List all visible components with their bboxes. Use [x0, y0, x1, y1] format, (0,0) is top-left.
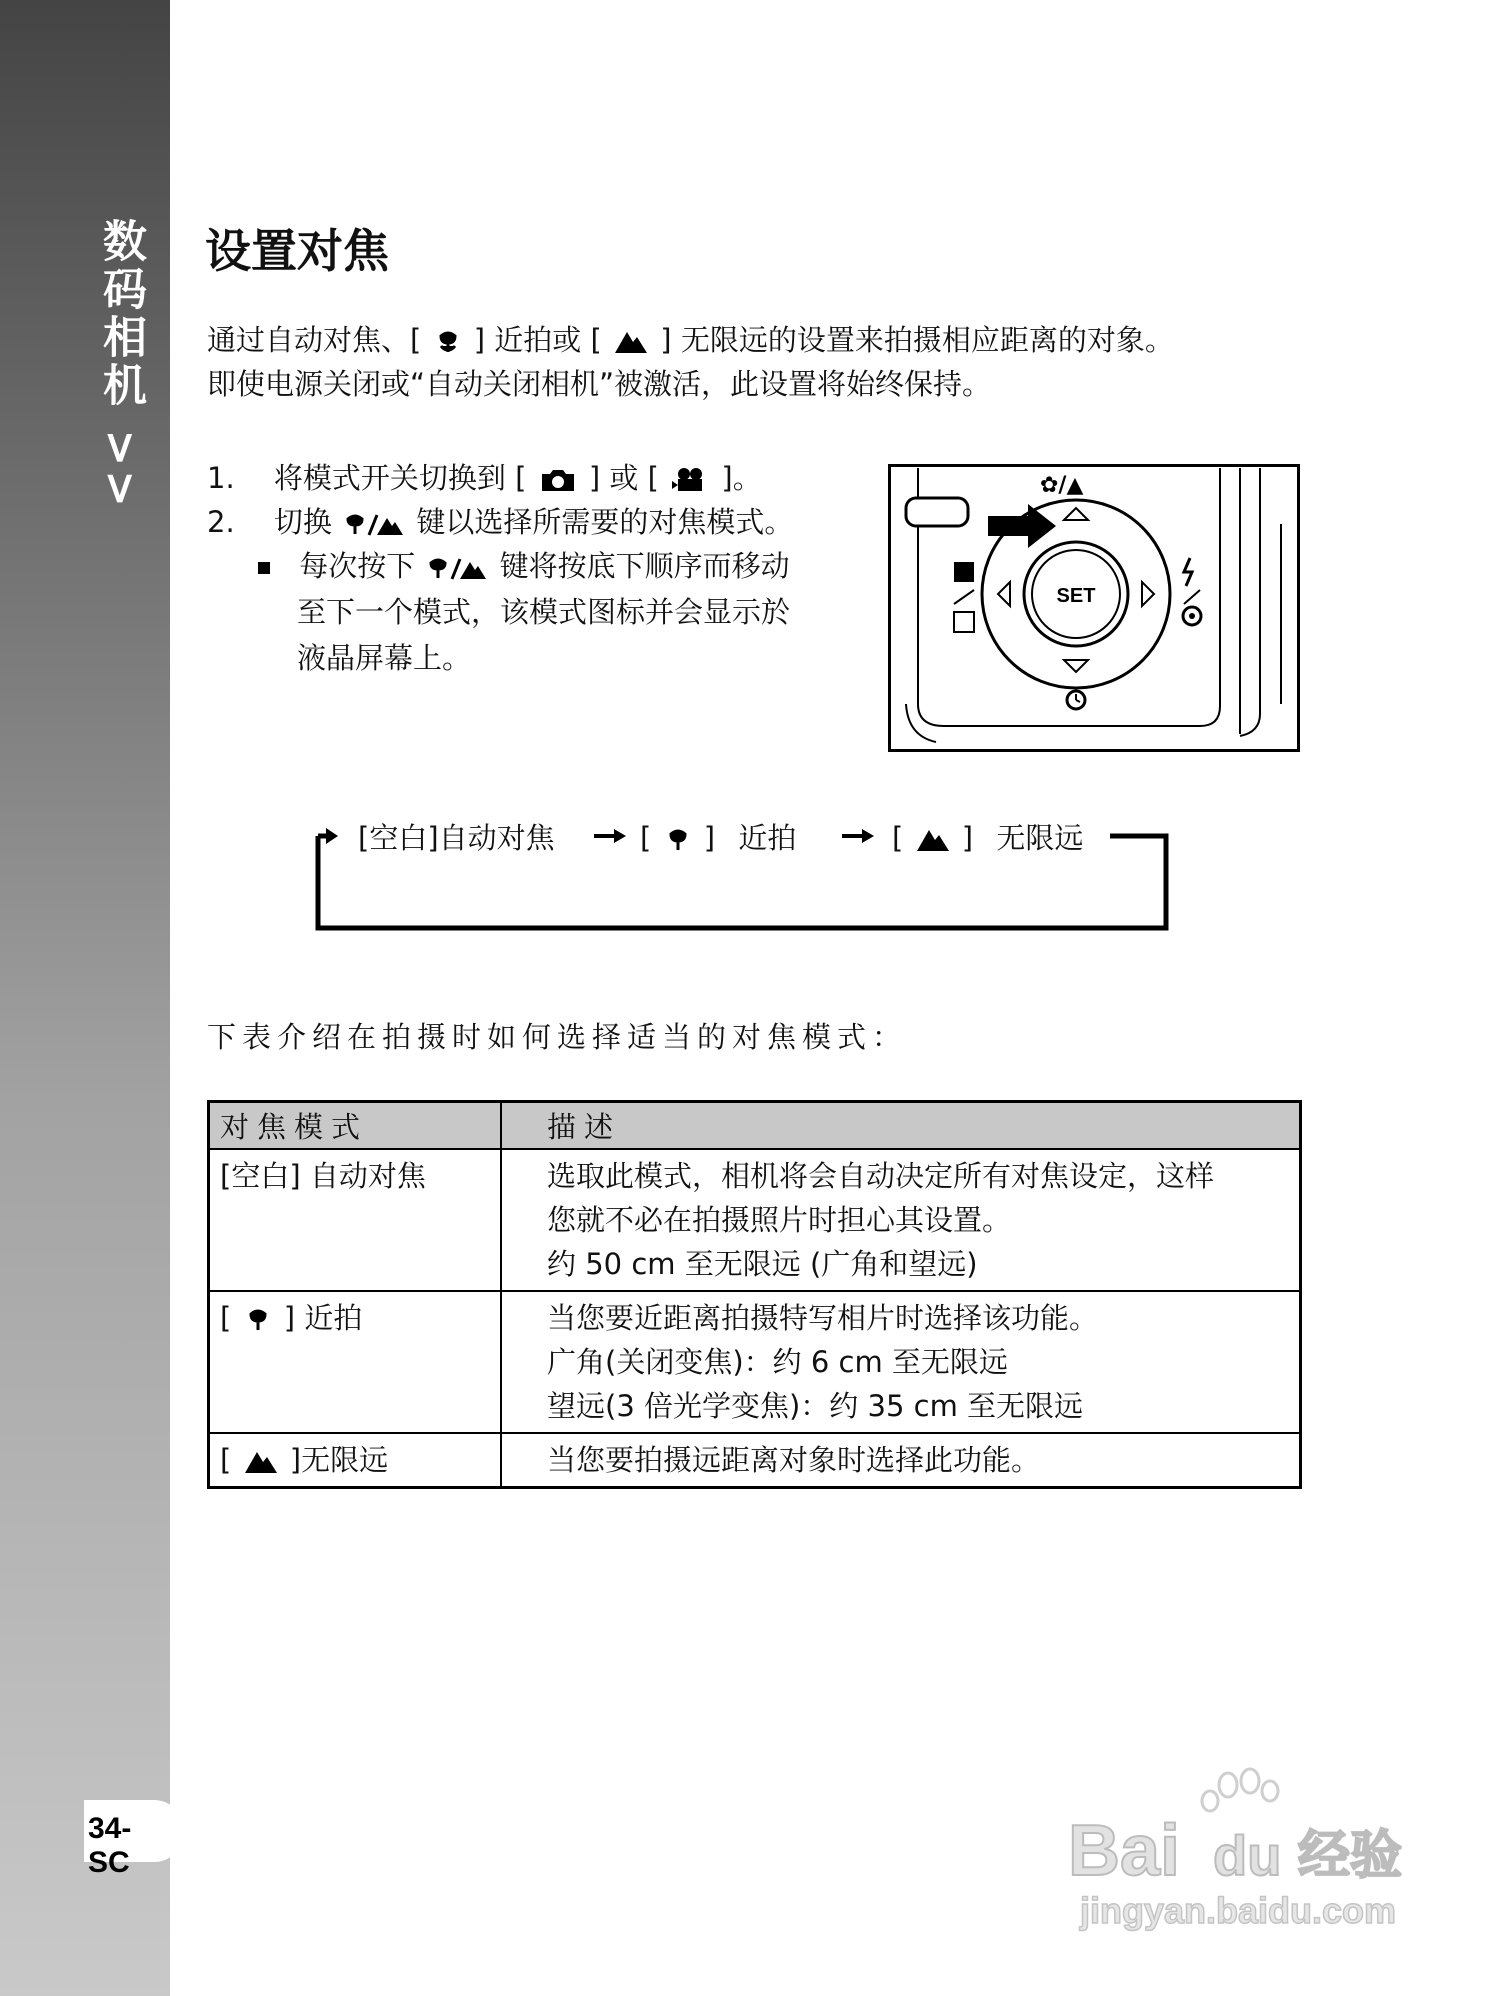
flow-item-macro: [ ] 近拍 — [640, 821, 797, 855]
flow-macro-label: 近拍 — [738, 821, 797, 855]
description-line: 当您要近距离拍摄特写相片时选择该功能。 — [547, 1301, 1099, 1335]
sidebar-title: 数码相机 >> — [95, 218, 146, 512]
infinity-mountain-icon — [241, 1448, 281, 1476]
step-text: ] 或 [ — [588, 461, 659, 495]
step-bullet — [258, 544, 790, 585]
bullet-line-3: 液晶屏幕上。 — [297, 641, 472, 675]
flow-item-autofocus: [空白]自动对焦 — [358, 821, 555, 855]
camera-back-illustration — [888, 464, 1300, 752]
section-title: 设置对焦 — [205, 224, 389, 278]
bullet-line-2: 至下一个模式，该模式图标并会显示於 — [297, 595, 791, 629]
flow-infinity-label: 无限远 — [996, 821, 1084, 855]
macro-icon — [661, 826, 695, 854]
intro-text: 通过自动对焦、[ — [207, 323, 422, 357]
bullet-text: 键将按底下顺序而移动 — [499, 549, 790, 583]
camera-mode-icon — [536, 466, 580, 494]
mode-cell: [ ]无限远 — [209, 1433, 502, 1488]
infinity-mountain-icon — [611, 328, 651, 356]
watermark-brand: Bai — [1068, 1811, 1181, 1891]
description-cell — [501, 1291, 1301, 1433]
intro-text: ] 无限远的设置来拍摄相应距离的对象。 — [660, 323, 1174, 357]
description-cell — [501, 1149, 1301, 1291]
table-header-row — [209, 1102, 1301, 1150]
sidebar — [0, 0, 170, 1996]
paw-logo — [1202, 1769, 1278, 1811]
watermark-brand-2: du — [1213, 1824, 1282, 1887]
table-row — [209, 1149, 1301, 1291]
table-intro: 下表介绍在拍摄时如何选择适当的对焦模式： — [207, 1020, 908, 1054]
intro-text: ] 近拍或 [ — [473, 323, 602, 357]
movie-mode-icon — [668, 466, 712, 494]
mode-cell: [空白] 自动对焦 — [209, 1149, 502, 1291]
header-mode: 对焦模式 — [209, 1102, 502, 1150]
page-number: 34-SC — [88, 1812, 132, 1879]
bullet-square — [258, 562, 270, 574]
description-line: 广角(关闭变焦)：约 6 cm 至无限远 — [547, 1345, 1008, 1379]
watermark-url: jingyan.baidu.com — [1080, 1890, 1397, 1931]
set-button-label: SET — [1056, 585, 1096, 607]
description-line: 选取此模式，相机将会自动决定所有对焦设定，这样 — [547, 1159, 1215, 1193]
baidu-jingyan-watermark — [1068, 1765, 1428, 1935]
focus-mode-table — [207, 1100, 1302, 1489]
macro-infinity-label: ✿/▲ — [1040, 473, 1084, 498]
macro-icon — [241, 1306, 275, 1334]
macro-infinity-key-icon — [341, 510, 407, 538]
macro-infinity-key-icon — [424, 554, 490, 582]
mode-label: 无限远 — [301, 1443, 389, 1477]
step-text: ]。 — [721, 461, 762, 495]
intro-line-1 — [207, 318, 1174, 359]
description-line: 当您要拍摄远距离对象时选择此功能。 — [547, 1443, 1041, 1477]
description-line: 望远(3 倍光学变焦)：约 35 cm 至无限远 — [547, 1389, 1084, 1423]
step-text: 将模式开关切换到 [ — [273, 461, 527, 495]
macro-icon — [431, 328, 465, 356]
mode-label: 近拍 — [304, 1301, 363, 1335]
table-row — [209, 1291, 1301, 1433]
watermark-cn: 经验 — [1298, 1826, 1403, 1886]
step-1 — [207, 456, 762, 497]
step-text: 键以选择所需要的对焦模式。 — [416, 505, 794, 539]
step-number: 2. — [207, 505, 235, 539]
step-number: 1. — [207, 461, 235, 495]
description-cell — [501, 1433, 1301, 1488]
mode-cell: [ ] 近拍 — [209, 1291, 502, 1433]
step-text: 切换 — [273, 505, 332, 539]
description-line: 约 50 cm 至无限远 (广角和望远) — [547, 1247, 978, 1281]
intro-line-2: 即使电源关闭或“自动关闭相机”被激活，此设置将始终保持。 — [207, 367, 992, 401]
header-description: 描述 — [501, 1102, 1301, 1150]
infinity-mountain-icon — [913, 826, 953, 854]
table-row — [209, 1433, 1301, 1488]
flow-item-infinity: [ ] 无限远 — [892, 821, 1084, 855]
step-2 — [207, 500, 793, 541]
description-line: 您就不必在拍摄照片时担心其设置。 — [547, 1203, 1012, 1237]
bullet-text: 每次按下 — [299, 549, 416, 583]
